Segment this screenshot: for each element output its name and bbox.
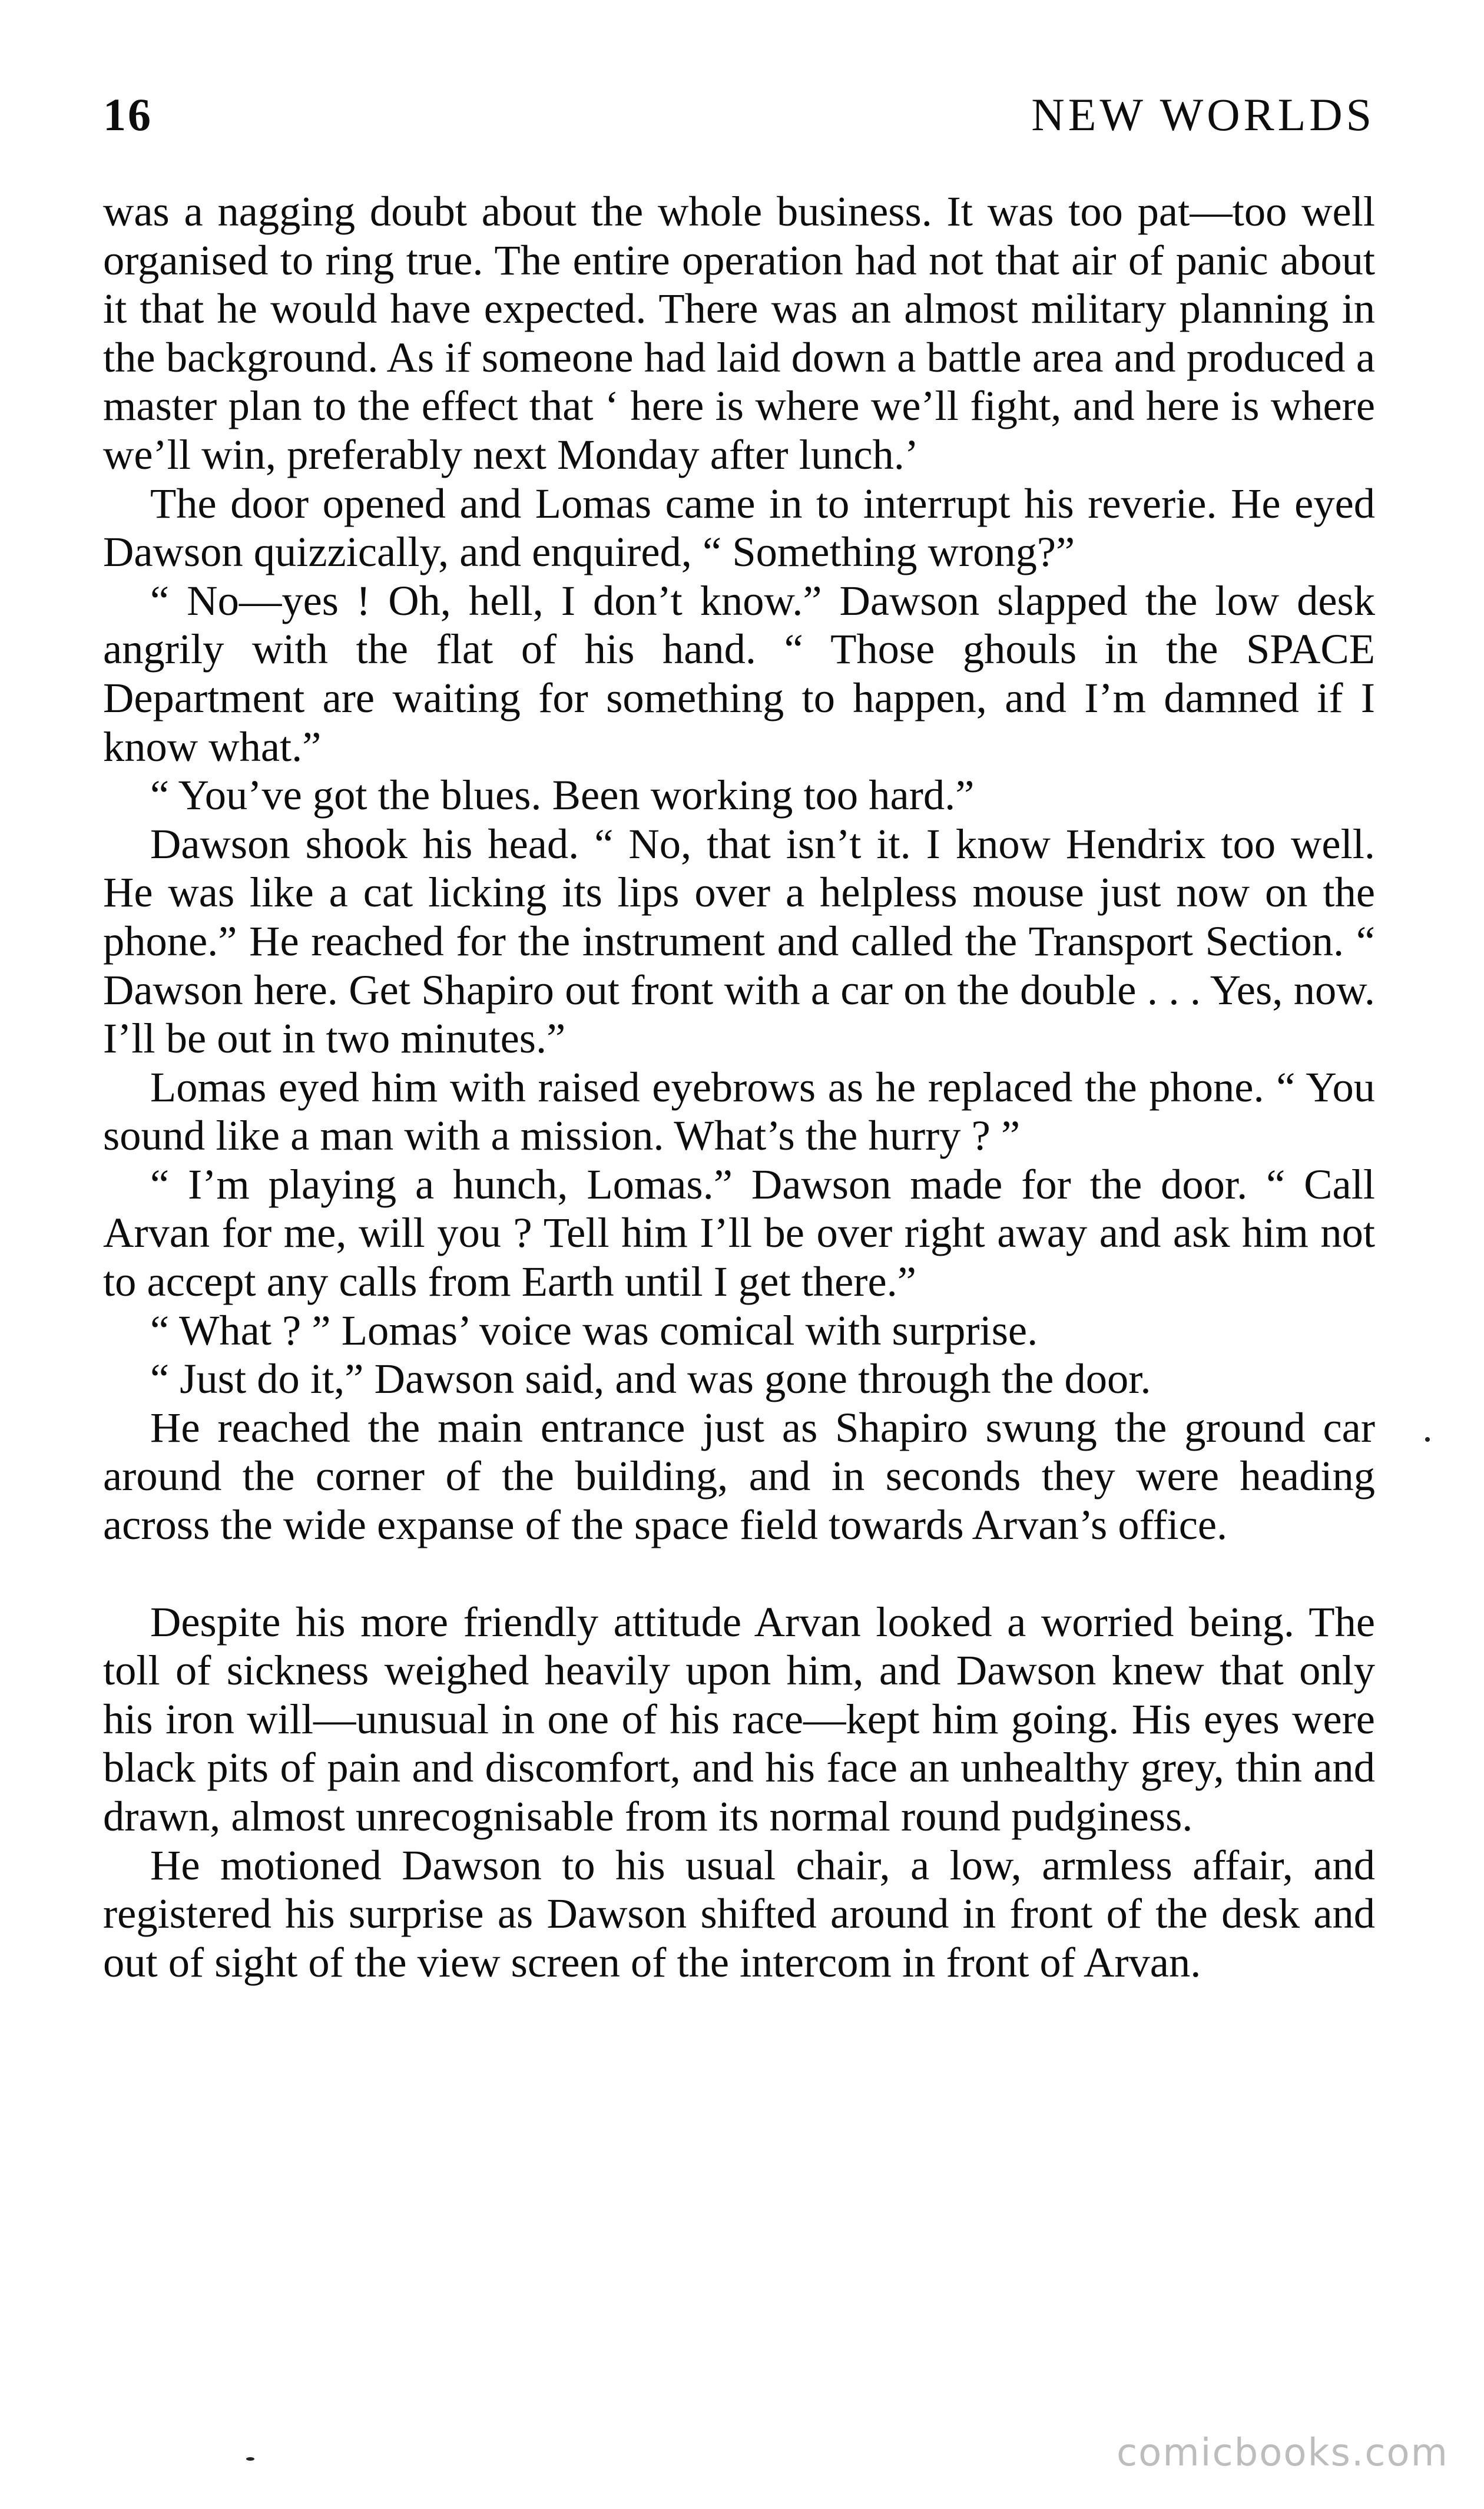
paragraph: “ Just do it,” Dawson said, and was gone through the door. xyxy=(150,1355,1151,1403)
watermark: comicbooks.com xyxy=(1116,2431,1449,2475)
running-head xyxy=(103,88,1375,153)
paragraph: was a nagging doubt about the whole business. It was too pat—too well organised to ring true. The entire operation had not that air of panic about it that he would have expected. There was an almost military planning in the background. As if someone had laid down a battle area and produced a master plan to the effect that ‘ here is where we’ll fight, and here is where we’ll win, preferably next Monday after lunch.’ xyxy=(103,187,1375,478)
paragraph: The door opened and Lomas came in to interrupt his reverie. He eyed Dawson quizzically, and enquired, “ Something wrong?” xyxy=(103,479,1375,576)
print-speck xyxy=(1425,1437,1430,1442)
paragraph: “ I’m playing a hunch, Lomas.” Dawson made for the door. “ Call Arvan for me, will you ? Tell him I’ll be over right away and ask him not to accept any calls from Earth until I get there.” xyxy=(103,1160,1375,1306)
paragraph: Despite his more friendly attitude Arvan looked a worried being. The toll of sickness weighed heavily upon him, and Dawson knew that only his iron will—unusual in one of his race—kept him going. His eyes were black pits of pain and discomfort, and his face an unhealthy grey, thin and drawn, almost unrecognisable from its normal round pudginess. xyxy=(103,1597,1375,1840)
page-number: 16 xyxy=(103,89,153,140)
paragraph: He reached the main entrance just as Shapiro swung the ground car around the corner of the building, and in seconds they were heading across the wide expanse of the space field towards Arvan’s office. xyxy=(103,1403,1375,1549)
print-speck xyxy=(246,2457,254,2461)
paragraph: He motioned Dawson to his usual chair, a low, armless affair, and registered his surprise as Dawson shifted around in front of the desk and out of sight of the view screen of the intercom in front of Arvan. xyxy=(103,1841,1375,1986)
paragraph: Dawson shook his head. “ No, that isn’t it. I know Hendrix too well. He was like a cat licking its lips over a helpless mouse just now on the phone.” He reached for the instrument and called the Transport Section. “ Dawson here. Get Shapiro out front with a car on the double . . . Yes, now. I’ll be out in two minutes.” xyxy=(103,819,1375,1062)
body-text xyxy=(103,187,1375,1987)
paragraph: Lomas eyed him with raised eyebrows as he replaced the phone. “ You sound like a man with a mission. What’s the hurry ? ” xyxy=(103,1062,1375,1160)
journal-title: NEW WORLDS xyxy=(1031,89,1375,140)
paragraph: “ You’ve got the blues. Been working too hard.” xyxy=(150,771,975,819)
paragraph: “ No—yes ! Oh, hell, I don’t know.” Dawson slapped the low desk angrily with the flat of his hand. “ Those ghouls in the SPACE Department are waiting for something to happen, and I’m damned if I know what.” xyxy=(103,576,1375,770)
paragraph: “ What ? ” Lomas’ voice was comical with surprise. xyxy=(150,1306,1038,1354)
